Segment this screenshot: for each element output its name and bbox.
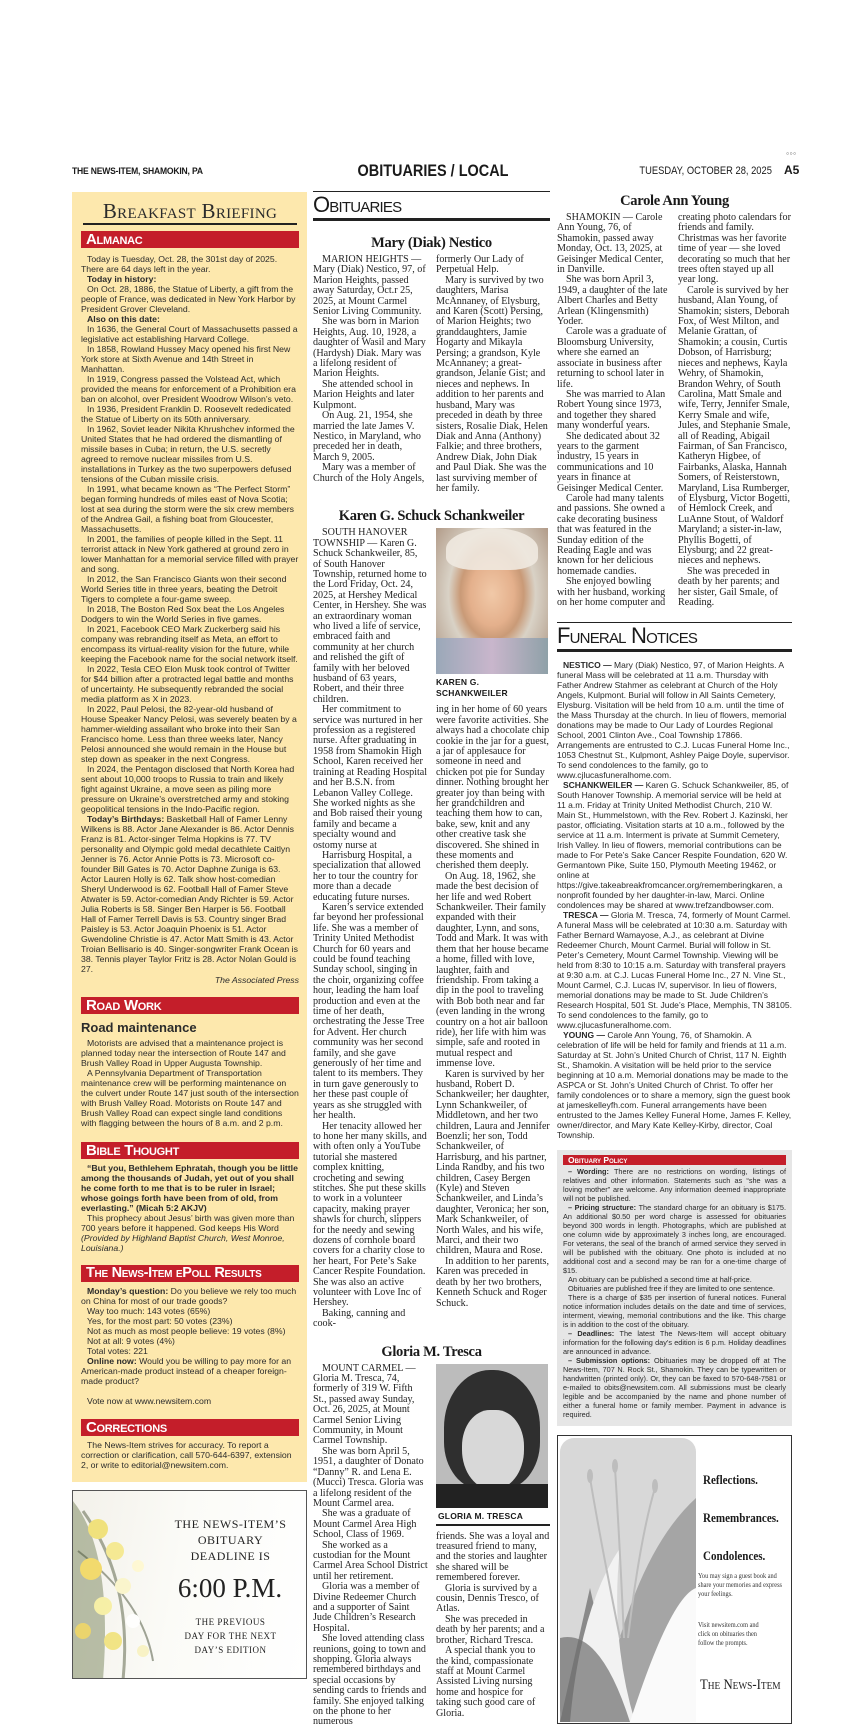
road-work-title: Road maintenance <box>81 1020 197 1035</box>
lead-text: YOUNG — <box>563 1030 608 1041</box>
photo-caption: KAREN G. SCHANKWEILER <box>436 677 508 699</box>
paragraph: Carole was a graduate of Bloomsburg University, where she earned an associate in business after returning to school later in life. <box>557 326 667 390</box>
paragraph: friends. She was a loyal and treasured friend to many, and the stories and laughter she shared will be remembered forever. <box>436 1530 550 1584</box>
paragraph <box>557 660 792 780</box>
paragraph <box>81 604 299 624</box>
obituary-column <box>313 1364 428 1728</box>
paragraph: formerly Our Lady of Perpetual Help. <box>436 254 524 276</box>
obituary-title: Mary (Diak) Nestico <box>371 235 492 251</box>
body-text: Do you believe we rely too much on China for most of our trade goods? <box>81 1286 297 1306</box>
paragraph <box>563 1329 786 1356</box>
obituary-schankweiler <box>313 508 550 1329</box>
paragraph <box>81 1316 299 1326</box>
lead-text: Online now: <box>87 1356 140 1366</box>
lily-flower-image <box>560 1438 696 1722</box>
lead-text: – Submission options: <box>568 1356 654 1366</box>
section-title: OBITUARIES / LOCAL <box>357 161 509 180</box>
body-text: Karen G. Schuck Schankweiler, 85, of South Hanover Township. A memorial service will be held at 11 a.m. Friday at Trinity United Methodist Church, 210 W. Main St., Hummelstown, with the Rev. Robert J. Kazinski, her pastor, officiating. Visitation starts at 10 a.m., followed by the service at 11 a.m. Interment is private at Summit Cemetery, Irish Valley. In lieu of flowers, memorial contributions can be made to For Pete’s Sake Cancer Respite Foundation, 620 W. Germantown Pike, Suite 150, Plymouth Meeting 19462, or online at https://give.takeabreakfromcancer.org/rememberingkaren, a nonprofit founded by her daughter-in-law, Marci. Online condolences may be shared at www.trefzandbowser.com. <box>557 780 789 911</box>
news-item-logo: The News-Item <box>700 1677 781 1694</box>
body-text: In 2001, the families of people killed in the Sept. 11 terrorist attack in New York gathered at ground zero in lower Manhattan for a memorial service filled with prayer and song. <box>81 534 299 574</box>
lead-text: TRESCA — <box>563 910 611 921</box>
paragraph <box>81 1068 299 1128</box>
paragraph: Mary was a member of Church of the Holy Angels, <box>313 462 425 484</box>
body-text: In 2018, The Boston Red Sox beat the Los Angeles Dodgers to win the World Series in five games. <box>81 604 285 624</box>
paragraph: She dedicated about 32 years to the garment industry, 15 years in communications and 10 years in finance at Geisinger Medical Center. <box>557 430 664 494</box>
paragraph: She worked as a custodian for the Mount Carmel Area School District until her retirement. <box>313 1539 428 1582</box>
paragraph: Her tenacity allowed her to hone her many skills, and with often only a YouTube tutorial she mastered complex knitting, crocheting and sewing stitches. She put these skills to work in a volunteer capacity, making prayer shawls for church, slippers for the needy and sewing dozens of cornhole board covers for a charity close to her heart, For Pete’s Sake Cancer Respite Foundation. She was also an active volunteer with Love Inc of Hershey. <box>313 1120 427 1309</box>
obituary-deadline-ad <box>72 1490 307 1679</box>
body-text: A Pennsylvania Department of Transportation maintenance crew will be performing maintenance on the culvert under Route 147 just south of the intersection with Brush Valley Road. Motorists on Route 147 and Brush Valley Road can expect single land conditions with flagging between the hours of 8 a.m. and 2 p.m. <box>81 1068 299 1128</box>
ad-blurb: You may sign a guest book and share your memories and express your feelings. <box>698 1572 782 1599</box>
left-column <box>72 192 307 1679</box>
paragraph: Her commitment to service was nurtured in her profession as a registered nurse. After graduating in 1958 from Shamokin High School, Karen received her training at Reading Hospital and her B.S.N. from Lebanon Valley College. She worked nights as she and Bob raised their young family and became a specialty wound and ostomy nurse at <box>313 704 428 851</box>
issue-date: TUESDAY, OCTOBER 28, 2025 <box>639 165 772 177</box>
paragraph <box>81 424 299 484</box>
body-text: Obituaries may be dropped off at The News-Item, 707 N. Rock St., Shamokin. They can be typewritten or handwritten (printed only). Or, they can be faxed to 570-648-7581 or e-mailed to obits@newsitem.com. All submissions must be clearly legible and be accompanied by the name and phone number of either a funeral home or family member. Payment in advance is required. <box>563 1356 786 1420</box>
body-text: Motorists are advised that a maintenance project is planned today near the intersection of Route 147 and Brush Valley Road in Upper Augusta Township. <box>81 1038 286 1068</box>
paragraph: Karen is survived by her husband, Robert D. Schankweiler; her daughter, Lynn Schankweiler, of Middletown, and her two children, Laura and Jennifer Boenzli; her son, Todd Schankweiler, of Harrisburg, and his partner, Linda Randby, and his two children, Casey Bergen (Kyle) and Steven Schankweiler, and Linda’s daughter, Veronica; her son, Mark Schankweiler, of North Wales, and his wife, Marci, and their two children, Maura and Rose. <box>436 1068 550 1257</box>
obituary-policy-text <box>563 1167 786 1419</box>
paragraph <box>81 664 299 704</box>
paragraph: Karen’s service extended far beyond her professional life. She was a member of Trinity United Methodist Church for 60 years and could be found teaching Sunday school, singing in the choir, organizing coffee hour, leading the ham loaf production and even at the time of her death, orchestrating the Jesse Tree for Advent. Her church community was her second family, and she gave generously of her time and talent to its members. They in turn gave generously to her these past couple of years as she struggled with her health. <box>313 901 425 1122</box>
condolences-ad <box>557 1435 792 1724</box>
body-text: Yes, for the most part: 50 votes (23%) <box>87 1316 233 1326</box>
deadline-ad-line: DAY’S EDITION <box>194 1645 267 1655</box>
paragraph: She was born April 3, 1949, a daughter of the late Albert Charles and Betty Arlean (Klingensmith) Yoder. <box>557 274 668 328</box>
body-text: There is a charge of $35 per insertion of funeral notices. Funeral notice information includes details on the date and time of services, interment, viewing, memorial contributions and the like. This charge is in addition to the cost of the obituary. <box>563 1293 786 1330</box>
lead-text: Today’s Birthdays: <box>87 814 167 824</box>
paragraph <box>81 254 299 274</box>
road-work-heading: Road Work <box>81 997 299 1014</box>
obituary-title: Carole Ann Young <box>620 193 729 209</box>
paragraph: Harrisburg Hospital, a specialization that allowed her to tour the country for more than a decade educating future nurses. <box>313 849 421 903</box>
obituary-nestico <box>313 235 550 494</box>
ad-visit-text: Visit newsitem.com and click on obituaries then follow the prompts. <box>698 1621 759 1648</box>
lead-text: Monday’s question: <box>87 1286 171 1296</box>
body-text: Would you be willing to pay more for an American-made product instead of a cheaper foreign-made product? <box>81 1356 292 1386</box>
obituary-policy-heading: Obituary Policy <box>563 1155 786 1165</box>
middle-column <box>313 191 550 1728</box>
corrections-heading: Corrections <box>81 1419 299 1436</box>
paragraph <box>81 284 299 314</box>
paragraph <box>81 1356 299 1386</box>
lead-text: SCHANKWEILER — <box>563 780 646 791</box>
deadline-time: 6:00 P.M. <box>177 1573 283 1603</box>
body-text: In 1991, what became known as “The Perfect Storm” began forming hundreds of miles east of Nova Scotia; lost at sea during the storm were the six crew members of the Andrea Gail, a fishing boat from Gloucester, Massachusetts. <box>81 484 294 534</box>
deadline-ad-line: OBITUARY <box>197 1533 264 1547</box>
paragraph <box>557 1030 792 1140</box>
paragraph: Carole is survived by her husband, Alan Young, of Shamokin; sisters, Deborah Fox, of West Milton, and Melanie Grattan, of Shamokin; a cousin, Curtis Dobson, of Harrisburg; nieces and nephews, Kayla Wehry, of Shamokin, Brandon Wehry, of South Carolina, Matt Smale and wife, Terry, Jennifer Smale, Kerry Smale and wife, Jules, and Stephanie Smale, all of Reading, Abigail Fairman, of San Francisco, Katheryn Higbee, of Fairbanks, Alaska, Hannah Somers, of Reisterstown, Maryland, Lisa Rumberger, of Elysburg, Victor Bogetti, of Hemlock Creek, and LuAnne Stout, of Waldorf Maryland; a sister-in-law, Phyllis Bogetti, of Elysburg; and 22 great-nieces and nephews. <box>678 284 791 567</box>
body-text: Way too much: 143 votes (65%) <box>87 1306 211 1316</box>
paragraph: Baking, canning and cook- <box>313 1307 406 1330</box>
body-text: Gloria M. Tresca, 74, formerly of Mount Carmel. A funeral Mass will be celebrated at 10:30 a.m. Saturday with Father Bernard Wamayose, A.J., as celebrant at Divine Redeemer Church, Mount Carmel. Burial will follow in St. Peter’s Cemetery, Mount Carmel Township. Viewing will be held from 8:30 to 10:15 a.m. Saturday with transferal prayers at 9:30 a.m. at C.J. Lucas Funeral Home Inc., 27 N. Vine St., Mount Carmel, C.J. Lucas IV, supervisor. In lieu of flowers, memorial donations may be made to St. Jude Children’s Research Hospital, 501 St. Jude’s Place, Memphis, TN 38105. To send condolences to the family, go to www.cjlucasfuneralhome.com. <box>557 910 792 1031</box>
obituary-column <box>678 213 792 608</box>
paragraph <box>81 274 299 284</box>
paragraph <box>557 910 792 1030</box>
paragraph <box>81 1213 299 1253</box>
obituary-column <box>436 1532 550 1719</box>
deadline-ad-line: THE PREVIOUS <box>195 1617 266 1627</box>
body-text: In 1919, Congress passed the Volstead Act, which provided the means for enforcement of a Prohibition era ban on alcohol, over President Woodrow Wilson’s veto. <box>81 374 296 404</box>
paragraph: On Aug. 21, 1954, she married the late James V. Nestico, in Maryland, who preceded her in death, March 9, 2005. <box>313 410 421 463</box>
body-text: On Oct. 28, 1886, the Statue of Liberty, a gift from the people of France, was dedicated in New York Harbor by President Grover Cleveland. <box>81 284 296 314</box>
body-text: In 1962, Soviet leader Nikita Khrushchev informed the United States that he had ordered the dismantling of missile bases in Cuba; in return, the U.S. secretly agreed to remove nuclear missiles from U.S. installations in Turkey as the two superpowers defused tensions of the Cuban missile crisis. <box>81 424 295 484</box>
body-text: Carole Ann Young, 76, of Shamokin. A celebration of life will be held for family and friends at 11 a.m. Saturday at St. John’s United Church of Christ, 117 N. Eighth St., Shamokin. A visitation will be held prior to the service beginning at 10 a.m. Memorial donations may be made to the ASPCA or St. John’s United Church of Christ. To offer her family condolences or to share a memory, sign the guest book at jameskelleyfh.com. Funeral arrangements have been entrusted to the James Kelley Funeral Home, James F. Kelley, owner/director, and Mary Kate Kelley-Kirby, director, Coal Township. <box>557 1030 792 1141</box>
paragraph: A special thank you to the kind, compassionate staff at Mount Carmel Assisted Living nursing home and hospice for taking such good care of Gloria. <box>436 1645 536 1719</box>
paragraph: Carole had many talents and passions. She owned a cake decorating business that was featured in the Sunday edition of the Reading Eagle and was known for her delicious homemade candies. <box>557 492 665 577</box>
obituary-title: Karen G. Schuck Schankweiler <box>338 508 525 525</box>
paragraph: She attended school in Marion Heights and later Kulpmont. <box>313 378 415 411</box>
body-text: In 1858, Rowland Hussey Macy opened his first New York store at Sixth Avenue and 14th Street in Manhattan. <box>81 344 291 374</box>
paragraph: In addition to her parents, Karen was preceded in death by her two brothers, Kenneth Schuck and Roger Schuck. <box>436 1255 549 1309</box>
ad-headline: Condolences. <box>703 1548 766 1564</box>
paragraph <box>81 344 299 374</box>
obituary-column <box>436 705 550 1309</box>
body-text: The latest The News-Item will accept obituary information for the following day’s edition is 6 p.m. Holiday deadlines are announced in advance. <box>563 1329 787 1357</box>
obituary-column <box>313 255 428 494</box>
funeral-notices-text <box>557 660 792 1140</box>
funeral-notices-heading: Funeral Notices <box>557 622 792 652</box>
paragraph: Gloria is survived by a cousin, Dennis Tresco, of Atlas. <box>436 1582 539 1615</box>
epoll-text <box>81 1286 299 1386</box>
bible-thought-text <box>81 1163 299 1253</box>
body-text: An obituary can be published a second time at half-price. <box>568 1275 752 1285</box>
body-text: In 2022, Tesla CEO Elon Musk took control of Twitter for $44 billion after a protracted legal battle and months of uncertainty. He subsequently rebranded the social media platform as X in 2023. <box>81 664 294 704</box>
deadline-ad-line: DEADLINE IS <box>190 1549 271 1563</box>
epoll-heading: The News-Item ePoll Results <box>81 1265 299 1282</box>
paragraph <box>563 1293 786 1329</box>
body-text: Basketball Hall of Famer Lenny Wilkens is 88. Actor Jane Alexander is 86. Actor Dennis Franz is 81. Actor-singer Telma Hopkins is 77. TV personality and Olympic gold medal decathlete Caitlyn Jenner is 76. Actor Annie Potts is 73. Microsoft co-founder Bill Gates is 70. Actor Daphne Zuniga is 63. Actor Lauren Holly is 62. Talk show host-comedian Sheryl Underwood is 62. Football Hall of Famer Steve Atwater is 59. Actor-comedian Andy Richter is 59. Actor Julia Roberts is 58. Singer Ben Harper is 56. Football Hall of Famer Terrell Davis is 53. Country singer Brad Paisley is 53. Actor Joaquin Phoenix is 51. Actor Gwendoline Christie is 47. Actor Matt Smith is 43. Actor Troian Bellisario is 40. Singer-songwriter Frank Ocean is 38. Tennis player Taylor Fritz is 28. Actor Nolan Gould is 27. <box>81 814 298 974</box>
paragraph <box>81 404 299 424</box>
almanac-credit: The Associated Press <box>214 975 299 985</box>
paragraph: She loved attending class reunions, going to town and shopping. Gloria always remembered birthdays and special occasions by sending cards to friends and family. She enjoyed talking on the phone to her numerous <box>313 1633 427 1728</box>
photo-caption: GLORIA M. TRESCA <box>436 1511 550 1526</box>
paragraph <box>81 374 299 404</box>
paragraph: Mary is survived by two daughters, Marisa McAnnaney, of Elysburg, and Karen (Scott) Persing, of Marion Heights; two granddaughters, Jamie Hogarty and Mikayla Persing; a grandson, Kyle McAnnaney; a great-grandson, Jelanie Gist; and nieces and nephews. In addition to her parents and husband, Mary was preceded in death by three sisters, Rosalie Diak, Helen Diak and Anna (Anthony) Falkie; and three brothers, Andrew Diak, John Diak and Paul Diak. She was the last surviving member of her family. <box>436 274 548 494</box>
paragraph: ing in her home of 60 years were favorite activities. She always had a chocolate chip cookie in the jar for a guest, a jar of applesauce for someone in need and chicken pot pie for Sunday dinner. Nothing brought her greater joy than being with her grandchildren and teaching them how to can, bake, sew, knit and any other creative task she discovered. She shined in these moments and cherished them deeply. <box>436 704 550 872</box>
paragraph <box>563 1167 786 1203</box>
paragraph <box>563 1356 786 1419</box>
obituary-policy-box <box>557 1150 792 1426</box>
body-text: The standard charge for an obituary is $175. An additional $0.50 per word charge is assessed for obituaries beyond 300 words in length. Photographs, which are published at one column wide by approximately 3 inches long, are encouraged. For veterans, the seal of the branch of armed service they served in will be published with the obituary. One photo is included at no additional cost and a second may be ran for a one-time charge of $15. <box>563 1203 786 1276</box>
paragraph <box>81 1336 299 1346</box>
bible-thought-heading: Bible Thought <box>81 1142 299 1159</box>
lead-text: – Pricing structure: <box>568 1203 639 1213</box>
ad-headline: Remembrances. <box>703 1510 779 1526</box>
paragraph <box>81 314 299 324</box>
paragraph: She was preceded in death by her parents; and a brother, Richard Tresca. <box>436 1613 545 1646</box>
paragraph <box>81 1163 299 1213</box>
paragraph <box>81 574 299 604</box>
paragraph: creating photo calendars for friends and family. Christmas was her favorite time of year — she loved decorating so much that her trees often stayed up all year long. <box>678 212 791 286</box>
deadline-ad-line: DAY FOR THE NEXT <box>184 1631 277 1641</box>
paragraph: She was married to Alan Robert Young since 1973, and together they shared many wonderful years. <box>557 388 666 432</box>
edition-dots-icon: ○○○ <box>786 152 797 157</box>
body-text: In 2022, Paul Pelosi, the 82-year-old husband of House Speaker Nancy Pelosi, was severely beaten by a hammer-wielding assailant who broke into their San Francisco home. Less than three weeks later, Nancy Pelosi announced she would remain in the House but step down as speaker in the next Congress. <box>81 704 297 764</box>
paragraph <box>81 1038 299 1068</box>
body-text: There are no restrictions on wording, listings of relatives and other information. Statements such as “she was a loving mother” are welcome. Any information deemed inappropriate will not be published. <box>563 1167 786 1204</box>
breakfast-briefing <box>72 192 307 1482</box>
body-text: Mary (Diak) Nestico, 97, of Marion Heights. A funeral Mass will be celebrated at 11 a.m. Thursday with Father Andrew Stahmer as celebrant at Church of the Holy Angels, Kulpmont. Burial will follow in All Saints Cemetery, Elysburg. Visitation will be held from 10 a.m. until the time of the Mass Thursday at the church. In lieu of flowers, memorial donations may be made to Our Lady of Lourdes Regional School, 2001 Clinton Ave., Coal Township 17866. Arrangements are entrusted to C.J. Lucas Funeral Home Inc., 1053 Chestnut St., Kulpmont, Ashley Paige Doyle, supervisor. To send condolences to the family, go to www.cjlucasfuneralhome.com. <box>557 660 790 781</box>
paragraph <box>81 484 299 534</box>
lead-text: Today in history: <box>87 274 157 284</box>
lead-text: – Deadlines: <box>568 1329 620 1339</box>
gloria-tresca-photo <box>436 1364 548 1508</box>
almanac-heading: Almanac <box>81 231 299 248</box>
obituaries-heading: Obituaries <box>313 191 550 221</box>
briefing-title: Breakfast Briefing <box>83 200 297 225</box>
obituary-title: Gloria M. Tresca <box>381 1343 482 1360</box>
obituary-column <box>313 528 428 1329</box>
paragraph: MOUNT CARMEL — Gloria M. Tresca, 74, formerly of 319 W. Fifth St., passed away Sunday, Oct. 26, 2025, at Mount Carmel Senior Living Community, in Mount Carmel Township. <box>313 1362 416 1447</box>
paragraph <box>81 764 299 814</box>
paragraph: SOUTH HANOVER TOWNSHIP — Karen G. Schuck Schankweiler, 85, of South Hanover Township, returned home to the Lord Friday, Oct. 24, 2025, at Hershey Medical Center, in Hershey. She was an extraordinary woman who lived a life of service, embraced faith and community at her church and relished the gift of family with her beloved husband of 63 years, Robert, and their three children. <box>313 527 427 705</box>
ad-headline: Reflections. <box>703 1472 758 1488</box>
paragraph <box>81 704 299 764</box>
paragraph: MARION HEIGHTS — Mary (Diak) Nestico, 97, of Marion Heights, passed away Saturday, Oct.r 25, 2025, at Mount Carmel Senior Living Community. <box>313 254 426 318</box>
paragraph: Gloria was a member of Divine Redeemer Church and a supporter of Saint Jude Children’s Research Hospital. <box>313 1581 420 1634</box>
page-number: A5 <box>784 163 800 177</box>
paragraph <box>81 814 299 974</box>
body-text: In 1936, President Franklin D. Roosevelt rededicated the Statue of Liberty on its 50th anniversary. <box>81 404 291 424</box>
paragraph <box>81 1326 299 1336</box>
paragraph <box>557 780 792 910</box>
lead-text: NESTICO — <box>563 660 615 671</box>
deadline-ad-line: THE NEWS-ITEM’S <box>174 1517 287 1531</box>
body-text: In 2024, the Pentagon disclosed that North Korea had sent about 10,000 troops to Russia to train and likely fight against Ukraine, a move seen as piling more pressure on Ukraine’s overstretched army and stoking geopolitical tensions in the Indo-Pacific region. <box>81 764 295 814</box>
obituary-column <box>557 213 669 608</box>
body-text: In 2012, the San Francisco Giants won their second World Series title in three years, beating the Detroit Tigers to complete a four-game sweep. <box>81 574 287 604</box>
vote-link[interactable]: Vote now at www.newsitem.com <box>87 1396 212 1406</box>
paragraph <box>563 1203 786 1275</box>
paragraph: She was preceded in death by her parents; and her sister, Gail Smale, of Reading. <box>678 565 780 609</box>
corrections-text: The News-Item strives for accuracy. To report a correction or clarification, call 570-644-6397, extension 2, or write to editorial@newsitem.com. <box>81 1440 292 1470</box>
paragraph <box>563 1275 786 1284</box>
paragraph <box>81 1286 299 1306</box>
lead-text: “But you, Bethlehem Ephratah, though you be little among the thousands of Judah, yet out of you shall he come forth to me that is to be ruler in Israel; whose goings forth have been from of old, from everlasting.” (Micah 5:2 AKJV) <box>81 1163 298 1213</box>
lead-text: Also on this date: <box>87 314 160 324</box>
paragraph <box>81 1306 299 1316</box>
lead-text: – Wording: <box>568 1167 614 1177</box>
newspaper-name: THE NEWS-ITEM, SHAMOKIN, PA <box>72 166 203 177</box>
body-text: Total votes: 221 <box>87 1346 148 1356</box>
body-text: In 1636, the General Court of Massachusetts passed a legislative act establishing Harvard College. <box>81 324 298 344</box>
paragraph <box>81 624 299 664</box>
body-text: Obituaries are published free if they are limited to one sentence. <box>568 1284 775 1294</box>
obituary-column <box>436 255 550 494</box>
body-text: Not at all: 9 votes (4%) <box>87 1336 175 1346</box>
paragraph: She was born in Marion Heights, Aug. 10, 1928, a daughter of Wasil and Mary (Hardysh) Diak. Mary was a lifelong resident of Marion Heights. <box>313 316 426 380</box>
paragraph <box>81 324 299 344</box>
body-text: In 2021, Facebook CEO Mark Zuckerberg said his company was rebranding itself as Meta, an effort to encompass its virtual-reality vision for the future, while keeping the Facebook name for the social network itself. <box>81 624 298 664</box>
paragraph: She enjoyed bowling with her husband, working on her home computer and <box>557 576 666 609</box>
paragraph: She was a graduate of Mount Carmel Area High School, Class of 1969. <box>313 1508 417 1541</box>
obituary-tresca <box>313 1344 550 1728</box>
almanac-text <box>81 254 299 974</box>
italic-note: (Provided by Highland Baptist Church, West Monroe, Louisiana.) <box>81 1233 285 1253</box>
body-text: Not as much as most people believe: 19 votes (8%) <box>87 1326 286 1336</box>
body-text: This prophecy about Jesus’ birth was given more than 700 years before it happened. God keeps His Word <box>81 1213 295 1233</box>
paragraph: She was born April 5, 1951, a daughter of Donato “Danny” R. and Lena E. (Mucci) Tresca. Gloria was a lifelong resident of the Mount Carmel area. <box>313 1445 424 1509</box>
karen-schankweiler-photo <box>436 528 548 674</box>
right-column <box>557 193 792 1724</box>
paragraph <box>563 1284 786 1293</box>
paragraph <box>81 534 299 574</box>
paragraph: On Aug. 18, 1962, she made the best decision of her life and wed Robert Schankweiler. Their family expanded with their daughter, Lynn, and sons, Todd and Mark. It was with them that her house became a home, filled with love, laughter, faith and friendship. From taking a dip in the pool to traveling with Bob both near and far (even landing in the wrong country on a hot air balloon ride), her life with him was simple, safe and rooted in mutual respect and immense love. <box>436 870 549 1070</box>
road-work-text <box>81 1038 299 1128</box>
paragraph <box>81 1346 299 1356</box>
body-text: Today is Tuesday, Oct. 28, the 301st day of 2025. There are 64 days left in the year. <box>81 254 278 274</box>
paragraph: SHAMOKIN — Carole Ann Young, 76, of Shamokin, passed away Monday, Oct. 13, 2025, at Geisinger Medical Center, in Danville. <box>557 212 664 276</box>
